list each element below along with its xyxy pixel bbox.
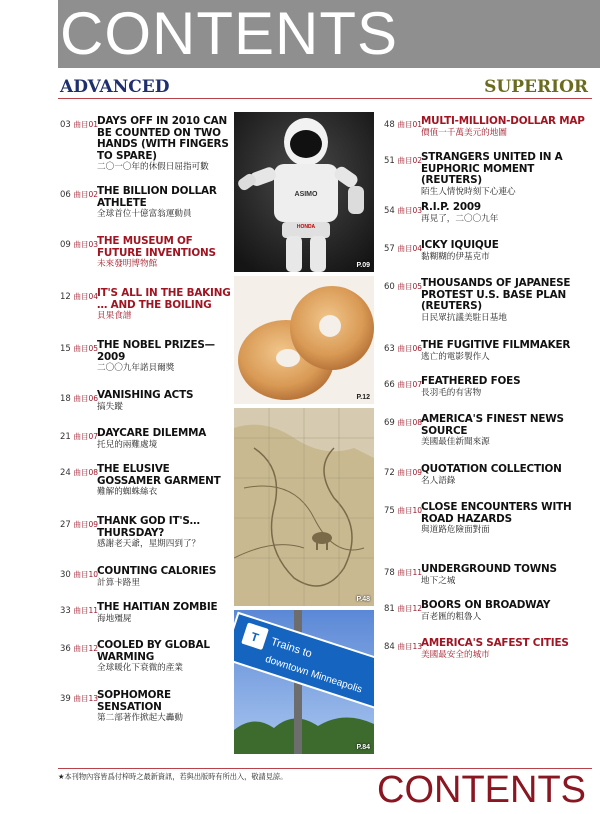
entry-chinese-title: 地下之城 (421, 575, 456, 586)
section-number: 04 (88, 292, 99, 301)
section-prefix: 曲目 (397, 568, 413, 577)
section-number: 05 (412, 282, 423, 291)
page-number: 36 (60, 644, 71, 654)
section-prefix: 曲目 (397, 344, 413, 353)
section-prefix: 曲目 (73, 394, 89, 403)
section-number: 04 (412, 244, 423, 253)
section-prefix: 曲目 (397, 468, 413, 477)
entry-chinese-title: 未來發明博物館 (97, 259, 158, 270)
section-number: 08 (88, 468, 99, 477)
page-number: 21 (60, 432, 71, 442)
section-prefix: 曲目 (397, 206, 413, 215)
entry-chinese-title: 二〇一〇年的休假日屈指可數 (97, 162, 209, 173)
antique-map-illustration (234, 408, 374, 606)
section-prefix: 曲目 (397, 120, 413, 129)
footnote: ★本刊物內容皆爲付梓時之最新資訊，若與出版時有所出入，敬請見諒。 (58, 772, 288, 781)
entry-chinese-title: 海地殭屍 (97, 613, 132, 624)
toc-entry[interactable] (384, 116, 596, 139)
page-number: 15 (60, 344, 71, 354)
toc-entry[interactable] (60, 464, 232, 498)
entry-chinese-title: 搞失蹤 (97, 401, 123, 412)
page-number: 51 (384, 156, 395, 166)
section-prefix: 曲目 (73, 694, 89, 703)
entry-chinese-title: 百老匯的粗魯人 (421, 611, 482, 622)
robot-maker-text: HONDA (296, 224, 316, 230)
robot-illustration (234, 112, 374, 272)
section-prefix: 曲目 (397, 380, 413, 389)
section-prefix: 曲目 (397, 642, 413, 651)
section-number: 05 (88, 344, 99, 353)
page-number: 12 (60, 292, 71, 302)
section-number: 11 (412, 568, 423, 577)
section-prefix: 曲目 (73, 520, 89, 529)
section-number: 02 (412, 156, 423, 165)
entry-title: STRANGERS UNITED IN A EUPHORIC MOMENT (REUTERS) (421, 151, 563, 187)
section-number: 01 (412, 120, 423, 129)
toc-entry[interactable] (384, 564, 596, 587)
entry-title: AMERICA'S SAFEST CITIES (421, 637, 569, 649)
photo-map (234, 408, 374, 606)
entry-title: VANISHING ACTS (97, 389, 194, 401)
toc-entry[interactable] (60, 340, 232, 374)
section-number: 03 (88, 240, 99, 249)
toc-entry[interactable] (60, 690, 232, 724)
entry-title: IT'S ALL IN THE BAKING … AND THE BOILING (97, 287, 231, 311)
entry-chinese-title: 計算卡路里 (97, 577, 140, 588)
page-number: 03 (60, 120, 71, 130)
page-number: 72 (384, 468, 395, 478)
page-number: 09 (60, 240, 71, 250)
entry-chinese-title: 黏糊糊的伊基克市 (421, 251, 490, 262)
section-prefix: 曲目 (73, 240, 89, 249)
toc-entry[interactable] (384, 340, 596, 363)
entry-title: QUOTATION COLLECTION (421, 463, 562, 475)
entry-chinese-title: 貝果食譜 (97, 311, 132, 322)
page-number: 30 (60, 570, 71, 580)
toc-entry[interactable] (60, 116, 232, 173)
page-number: 24 (60, 468, 71, 478)
section-prefix: 曲目 (397, 418, 413, 427)
top-divider (58, 98, 592, 99)
page-number: 18 (60, 394, 71, 404)
page-number: 54 (384, 206, 395, 216)
section-prefix: 曲目 (73, 344, 89, 353)
robot-brand-text: ASIMO (294, 191, 318, 198)
entry-title: THE MUSEUM OF FUTURE INVENTIONS (97, 235, 216, 259)
entry-chinese-title: 第二部著作掀起大轟動 (97, 713, 183, 724)
entry-title: COOLED BY GLOBAL WARMING (97, 639, 210, 663)
section-number: 01 (88, 120, 99, 129)
entry-title: MULTI-MILLION-DOLLAR MAP (421, 115, 585, 127)
entry-chinese-title: 托兒的兩難處境 (97, 439, 158, 450)
entry-title: SOPHOMORE SENSATION (97, 689, 171, 713)
svg-text:T: T (249, 629, 261, 645)
section-number: 02 (88, 190, 99, 199)
toc-entry[interactable] (384, 152, 596, 198)
entry-title: THE NOBEL PRIZES—2009 (97, 339, 215, 363)
entry-title: THE HAITIAN ZOMBIE (97, 601, 218, 613)
section-number: 07 (412, 380, 423, 389)
page-number: 06 (60, 190, 71, 200)
entry-title: CLOSE ENCOUNTERS WITH ROAD HAZARDS (421, 501, 572, 525)
page-title: CONTENTS (60, 0, 398, 67)
entry-title: THOUSANDS OF JAPANESE PROTEST U.S. BASE PLAN (REUTERS) (421, 277, 571, 313)
section-prefix: 曲目 (397, 244, 413, 253)
page-number: 63 (384, 344, 395, 354)
entry-title: AMERICA'S FINEST NEWS SOURCE (421, 413, 564, 437)
entry-chinese-title: 逃亡的電影製作人 (421, 351, 490, 362)
page-number: 81 (384, 604, 395, 614)
page-number: 27 (60, 520, 71, 530)
entry-chinese-title: 全球首位十億富翁運動員 (97, 209, 192, 220)
toc-entry[interactable] (60, 390, 232, 413)
section-prefix: 曲目 (397, 506, 413, 515)
toc-entry[interactable] (60, 516, 232, 550)
page-number: 57 (384, 244, 395, 254)
entry-title: DAYS OFF IN 2010 CAN BE COUNTED ON TWO HANDS (WITH FINGERS TO SPARE) (97, 115, 229, 162)
toc-entry[interactable] (384, 414, 596, 448)
page-number: 48 (384, 120, 395, 130)
section-prefix: 曲目 (397, 282, 413, 291)
section-number: 10 (412, 506, 423, 515)
page-number: 39 (60, 694, 71, 704)
toc-entry[interactable] (384, 240, 596, 263)
section-prefix: 曲目 (397, 604, 413, 613)
entry-chinese-title: 全球暖化下衰微的產業 (97, 663, 183, 674)
toc-entry[interactable] (384, 638, 596, 661)
section-prefix: 曲目 (73, 468, 89, 477)
section-prefix: 曲目 (73, 292, 89, 301)
section-number: 09 (412, 468, 423, 477)
section-prefix: 曲目 (73, 120, 89, 129)
section-number: 12 (88, 644, 99, 653)
entry-title: THE BILLION DOLLAR ATHLETE (97, 185, 217, 209)
page-number: 60 (384, 282, 395, 292)
toc-entry[interactable] (60, 288, 232, 322)
section-label-superior: SUPERIOR (484, 77, 588, 97)
entry-chinese-title: 陌生人情悅時刻下心連心 (421, 186, 516, 197)
toc-entry[interactable] (60, 602, 232, 625)
toc-entry[interactable] (384, 278, 596, 324)
photo-page-label: P.84 (356, 744, 370, 751)
toc-entry[interactable] (60, 186, 232, 220)
toc-entry[interactable] (60, 566, 232, 589)
entry-title: THE ELUSIVE GOSSAMER GARMENT (97, 463, 221, 487)
section-prefix: 曲目 (73, 570, 89, 579)
photo-robot (234, 112, 374, 272)
photo-train-sign (234, 610, 374, 754)
section-number: 06 (88, 394, 99, 403)
entry-title: UNDERGROUND TOWNS (421, 563, 557, 575)
page-number: 78 (384, 568, 395, 578)
toc-entry[interactable] (60, 236, 232, 270)
entry-chinese-title: 日民眾抗議美駐日基地 (421, 312, 507, 323)
toc-entry[interactable] (60, 428, 232, 451)
entry-chinese-title: 再見了，二〇〇九年 (421, 213, 499, 224)
page-number: 69 (384, 418, 395, 428)
page-number: 66 (384, 380, 395, 390)
footer-title: CONTENTS (377, 769, 586, 811)
section-prefix: 曲目 (397, 156, 413, 165)
section-number: 12 (412, 604, 423, 613)
section-number: 08 (412, 418, 423, 427)
entry-title: R.I.P. 2009 (421, 201, 481, 213)
entry-chinese-title: 名人語錄 (421, 475, 456, 486)
entry-title: BOORS ON BROADWAY (421, 599, 551, 611)
page-number: 75 (384, 506, 395, 516)
entry-title: COUNTING CALORIES (97, 565, 217, 577)
section-number: 10 (88, 570, 99, 579)
page-number: 84 (384, 642, 395, 652)
toc-entry[interactable] (384, 202, 596, 225)
entry-title: DAYCARE DILEMMA (97, 427, 207, 439)
toc-entry[interactable] (384, 376, 596, 399)
section-number: 13 (88, 694, 99, 703)
entry-title: FEATHERED FOES (421, 375, 521, 387)
entry-chinese-title: 長羽毛的有害物 (421, 387, 482, 398)
section-prefix: 曲目 (73, 644, 89, 653)
toc-entry[interactable] (384, 600, 596, 623)
entry-chinese-title: 與道路危險面對面 (421, 525, 490, 536)
section-number: 09 (88, 520, 99, 529)
section-number: 13 (412, 642, 423, 651)
section-number: 11 (88, 606, 99, 615)
section-prefix: 曲目 (73, 606, 89, 615)
train-sign-illustration (234, 610, 374, 754)
sign-line2: downtown Minneapolis (263, 653, 364, 696)
entry-chinese-title: 價值一千萬美元的地圖 (421, 127, 507, 138)
toc-entry[interactable] (60, 640, 232, 674)
photo-page-label: P.09 (356, 262, 370, 269)
entry-title: THANK GOD IT'S…THURSDAY? (97, 515, 200, 539)
page-number: 33 (60, 606, 71, 616)
section-label-advanced: ADVANCED (60, 77, 170, 97)
toc-entry[interactable] (384, 464, 596, 487)
entry-chinese-title: 感謝老天爺，星期四到了？ (97, 539, 201, 550)
entry-chinese-title: 美國最佳新聞來源 (421, 437, 490, 448)
entry-title: THE FUGITIVE FILMMAKER (421, 339, 571, 351)
photo-page-label: P.12 (356, 394, 370, 401)
sign-line1: Trains to (269, 635, 314, 661)
section-number: 03 (412, 206, 423, 215)
section-number: 07 (88, 432, 99, 441)
toc-entry[interactable] (384, 502, 596, 536)
entry-chinese-title: 美國最安全的城市 (421, 649, 490, 660)
entry-chinese-title: 難解的蜘蛛絲衣 (97, 487, 158, 498)
entry-chinese-title: 二〇〇九年諾貝爾獎 (97, 363, 175, 374)
bagels-illustration (234, 276, 374, 404)
section-prefix: 曲目 (73, 432, 89, 441)
photo-bagels (234, 276, 374, 404)
section-prefix: 曲目 (73, 190, 89, 199)
section-number: 06 (412, 344, 423, 353)
photo-page-label: P.48 (356, 596, 370, 603)
entry-title: ICKY IQUIQUE (421, 239, 499, 251)
